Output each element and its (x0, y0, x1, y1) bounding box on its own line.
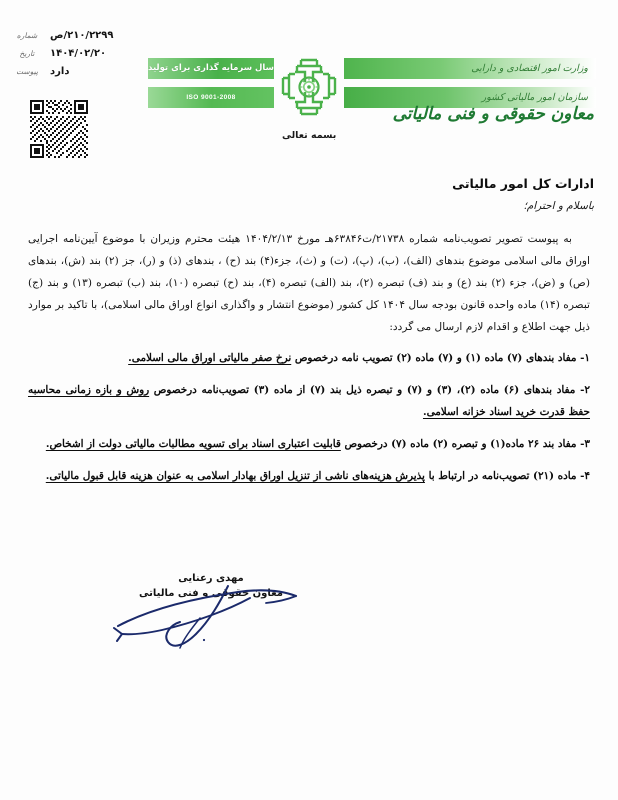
list-item (28, 434, 590, 455)
meta-label-attachment: پیوست (16, 67, 38, 76)
meta-value-attachment: دارد (50, 66, 70, 77)
addressee: ادارات کل امور مالیاتی (452, 176, 594, 191)
item-number: ۲- (580, 384, 590, 397)
list-item (28, 348, 590, 369)
list-item (28, 380, 590, 423)
item-emphasis-text: قابلیت اعتباری اسناد برای تسویه مطالبات مالیاتی دولت از اشخاص. (45, 438, 341, 451)
numbered-items-list (28, 348, 590, 488)
deputy-title: معاون حقوقی و فنی مالیاتی (392, 104, 594, 124)
meta-value-number: ۲۱۰/۲۲۹۹/ص (50, 30, 114, 41)
signatory-name: مهدی رعنایی (178, 573, 244, 584)
item-emphasis-text: پذیرش هزینه‌های ناشی از تنزیل اوراق بهادار اسلامی به عنوان هزینه قابل قبول مالیاتی. (45, 470, 425, 483)
tax-organization-emblem-icon (279, 56, 339, 118)
item-emphasis-text: روش و بازه زمانی محاسبه حفظ قدرت خرید اسناد خزانه اسلامی. (28, 384, 590, 418)
signatory-role: معاون حقوقی و فنی مالیاتی (139, 587, 283, 599)
item-lead-text: مفاد بندهای (۷) ماده (۱) و (۷) ماده (۲) تصویب نامه درخصوص (291, 352, 577, 365)
basmala-text: بسمه تعالی (282, 130, 337, 141)
meta-label-number: شماره (16, 31, 38, 40)
item-number: ۴- (580, 470, 590, 483)
item-number: ۱- (580, 352, 590, 365)
iso-certification-text: ISO 9001-2008 (186, 94, 236, 101)
ministry-name: وزارت امور اقتصادی و دارایی (471, 63, 588, 74)
meta-value-date: ۱۴۰۴/۰۲/۲۰ (50, 48, 107, 59)
meta-row-date (14, 48, 146, 59)
item-number: ۳- (580, 438, 590, 451)
item-lead-text: مفاد بند ۲۶ ماده(۱) و تبصره (۲) ماده (۷) درخصوص (340, 438, 577, 451)
meta-row-number (14, 30, 146, 41)
item-lead-text: مفاد بندهای (۶) ماده (۲)، (۳) و (۷) و تبصره ذیل بند (۷) از ماده (۳) تصویب‌نامه درخصوص (149, 384, 576, 397)
header-bar-slogan (148, 58, 274, 79)
document-meta (14, 30, 146, 84)
header-bar-ministry (344, 58, 596, 79)
slogan-text: سال سرمایه گذاری برای تولید (148, 63, 274, 73)
letter-body (28, 228, 590, 499)
organization-name: سازمان امور مالیاتی کشور (481, 92, 588, 103)
meta-label-date: تاریخ (19, 49, 35, 58)
item-emphasis-text: نرخ صفر مالیاتی اوراق مالی اسلامی. (128, 352, 292, 365)
body-paragraph: به پیوست تصویر تصویب‌نامه شماره ۲۱۷۳۸/ت۶۳۸۴۶هـ مورخ ۱۴۰۴/۲/۱۳ هیئت محترم وزیران با موضوع آیین‌نامه اجرایی اوراق مالی اسلامی موضوع بندهای (الف)، (ب)، (پ)، (ت) و (ث)، جزء(۴) بند (ح) ، بندهای (ذ) و (ر)، جز (۲) بند (ش)، بندهای (ص) و (ض)، جزء (۲) بند (ع) و بند (ف) تبصره (۲)، بند (الف) تبصره (۴)، بند (ح) تبصره (۱۰)، بند (ب) تبصره (۱۳) و بند (ج) تبصره (۱۴) ماده واحده قانون بودجه سال ۱۴۰۴ کل کشور (موضوع انتشار و واگذاری انواع اوراق مالی اسلامی)، با تاکید بر موارد ذیل جهت اطلاع و اقدام لازم ارسال می گردد: (28, 233, 591, 334)
salutation: باسلام و احترام؛ (523, 200, 594, 212)
item-lead-text: ماده (۲۱) تصویب‌نامه در ارتباط با (424, 470, 577, 483)
header-bar-iso (148, 87, 274, 108)
document-verification-qr-icon[interactable] (30, 100, 88, 158)
signature-block (96, 572, 326, 601)
list-item (28, 466, 590, 487)
meta-row-attachment (14, 66, 146, 77)
